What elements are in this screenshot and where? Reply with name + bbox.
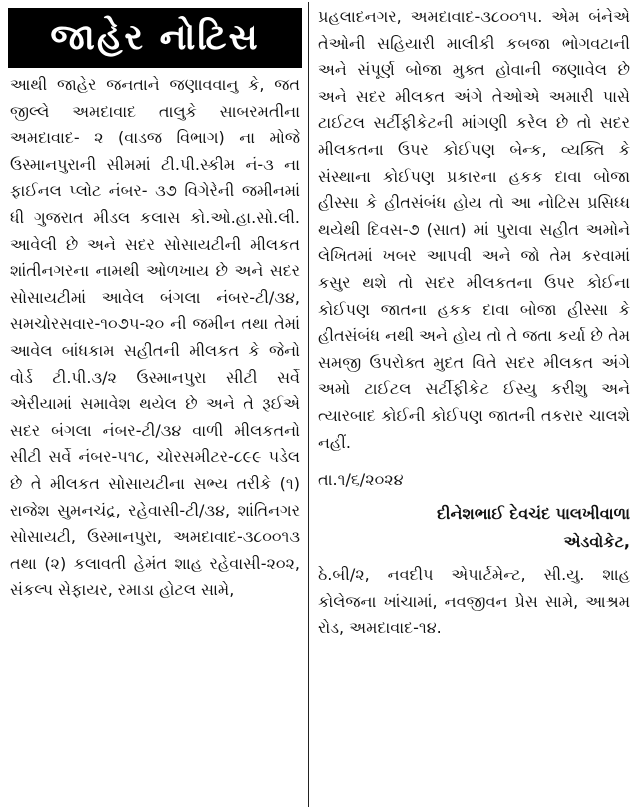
- notice-body-left: આથી જાહેર જનતાને જણાવવાનુ કે, જત જીલ્લે અમદાવાદ તાલુકે સાબરમતીના અમદાવાદ- ૨ (વાડજ વિભાગ) ના મોજે ઉસ્માનપુરાની સીમમાં ટી.પી.સ્કીમ નં-૩ ના ફાઈનલ પ્લોટ નંબર- ૩૭ વિગેરેની જમીનમાં ધી ગુજરાત મીડલ કલાસ કો.ઓ.હા.સો.લી. આવેલી છે અને સદર સોસાયટીની મીલકત શાંતીનગરના નામથી ઓળખાય છે અને સદર સોસાયટીમાં આવેલ બંગલા નંબર-ટી/૩૪, સમચોરસવાર-૧૦૭૫-૨૦ ની જમીન તથા તેમાં આવેલ બાંધકામ સહીતની મીલકત કે જેનો વોર્ડ ટી.પી.૩/૨ ઉસ્માનપુરા સીટી સર્વે એરીયામાં સમાવેશ થયેલ છે અને તે રૂઈએ સદર બંગલા નંબર-ટી/૩૪ વાળી મીલકતનો સીટી સર્વે નંબર-૫૧૮, ચોરસમીટર-૮૯૯ ૫ડેલ છે તે મીલકત સોસાયટીના સભ્ય તરીકે (૧) રાજેશ સુમનચંદ્ર, રહેવાસી-ટી/૩૪, શાંતિનગર સોસાયટી, ઉસ્માનપુરા, અમદાવાદ-૩૮૦૦૧૩ તથા (૨) કલાવતી હેમંત શાહ રહેવાસી-૨૦૨, સંકલ્પ સેફાયર, રમાડા હોટલ સામે,: [10, 75, 300, 600]
- notice-body-right: પ્રહલાદનગર, અમદાવાદ-૩૮૦૦૧૫. એમ બંનેએ તેઓની સહિયારી માલીકી કબજા ભોગવટાની અને સંપૂર્ણ બોજા મુક્ત હોવાની જણાવેલ છે અને સદર મીલકત અંગે તેઓએ અમારી પાસે ટાઈટલ સર્ટીફીકેટની માંગણી કરેલ છે તો સદર મીલકતના ઉપર કોઈપણ બેન્ક, વ્યક્તિ કે સંસ્થાના કોઈપણ પ્રકારના હકક દાવા બોજા હીસ્સા કે હીતસંબંધ હોય તો આ નોટિસ પ્રસિધ્ધ થયેથી દિવસ-૭ (સાત) માં પુરાવા સહીત અમોને લેખિતમાં ખબર આપવી અને જો તેમ કરવામાં કસુર થશે તો સદર મીલકતના ઉપર કોઈના કોઈપણ જાતના હકક દાવા બોજા હીસ્સા કે હીતસંબંધ નથી અને હોય તો તે જતા કર્યા છે તેમ સમજી ઉપરોક્ત મુદત વિતે સદર મીલકત અંગે અમો ટાઈટલ સર્ટીફીકેટ ઈસ્યુ કરીશુ અને ત્યારબાદ કોઈની કોઈપણ જાતની તકરાર ચાલશે નહીં.: [318, 7, 630, 452]
- signatory-title: એડવોકેટ,: [563, 532, 630, 552]
- column-divider: [308, 2, 309, 807]
- notice-headline: જાહેર નોટિસ: [8, 8, 302, 68]
- right-column: [318, 4, 630, 807]
- notice-date: તા.૧/૬/૨૦૨૪: [318, 470, 404, 490]
- left-column: [8, 8, 302, 803]
- signatory-address: ઠે.બી/૨, નવદીપ એપાર્ટમેન્ટ, સી.યુ. શાહ કોલેજના ખાંચામાં, નવજીવન પ્રેસ સામે, આશ્રમ રોડ, અમદાવાદ-૧૪.: [318, 565, 630, 638]
- signatory-name: દીનેશભાઈ દેવચંદ પાલખીવાળા: [436, 504, 630, 524]
